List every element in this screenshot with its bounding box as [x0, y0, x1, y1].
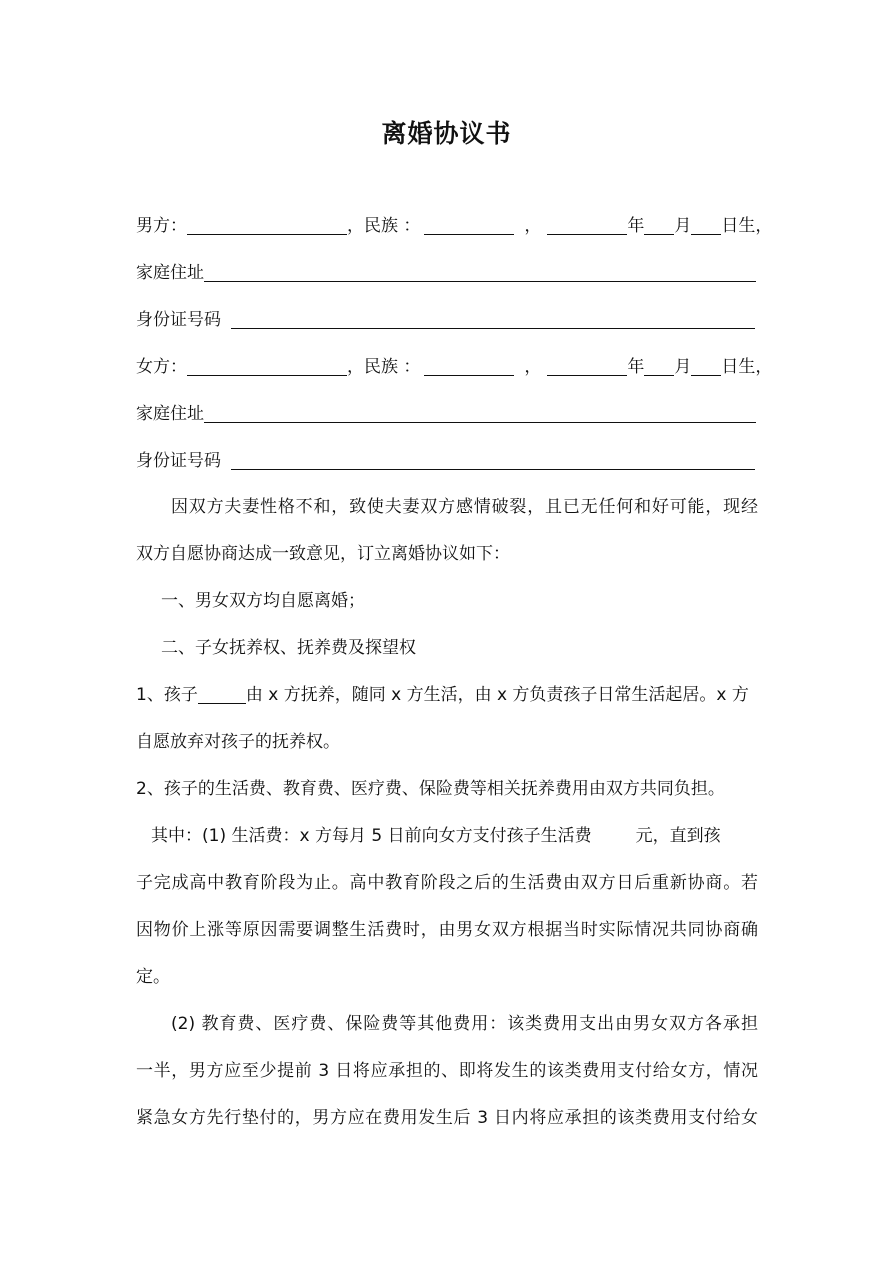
female-label: 女方：	[136, 357, 187, 377]
item-2-sub-1-line-4: 定。	[136, 967, 170, 987]
female-month-label: 月	[674, 357, 692, 377]
male-ethnicity-blank	[424, 213, 514, 235]
female-id-blank	[231, 448, 755, 470]
male-id-blank	[231, 307, 755, 329]
female-id-label: 身份证号码	[136, 451, 221, 471]
male-year-label: 年	[627, 216, 645, 236]
item-1-child-label: 1、孩子	[136, 685, 198, 705]
female-year-label: 年	[627, 357, 645, 377]
male-day-blank	[691, 213, 721, 235]
female-id-row	[136, 448, 758, 474]
female-year-blank	[547, 354, 627, 376]
item-2-sub-2-line-3: 紧急女方先行垫付的，男方应在费用发生后 3 日内将应承担的该类费用支付给女	[136, 1108, 758, 1128]
male-id-label: 身份证号码	[136, 310, 221, 330]
female-comma: ，	[524, 357, 542, 377]
male-address-row	[136, 260, 758, 286]
male-address-blank	[204, 260, 756, 282]
female-month-blank	[644, 354, 674, 376]
female-info-row	[136, 354, 773, 380]
section-2-heading: 二、子女抚养权、抚养费及探望权	[161, 638, 416, 658]
item-2-sub-1-line-1	[151, 823, 758, 849]
female-ethnicity-label: ，民族 ：	[347, 357, 421, 377]
document-title: 离婚协议书	[381, 119, 512, 148]
item-1-child-blank	[198, 682, 246, 704]
intro-line-2: 双方自愿协商达成一致意见，订立离婚协议如下：	[136, 544, 510, 564]
male-name-blank	[187, 213, 347, 235]
section-1: 一、男女双方均自愿离婚；	[161, 591, 365, 611]
item-1-line-1	[136, 682, 758, 708]
male-ethnicity-label: ，民族 ：	[347, 216, 421, 236]
male-label: 男方：	[136, 216, 187, 236]
female-address-row	[136, 401, 758, 427]
item-2-sub-1-line-3: 因物价上涨等原因需要调整生活费时，由男女双方根据当时实际情况共同协商确	[136, 920, 758, 940]
living-expense-text: 其中：(1) 生活费：x 方每月 5 日前向女方支付孩子生活费	[151, 826, 592, 846]
item-1-line-2: 自愿放弃对孩子的抚养权。	[136, 732, 340, 752]
male-comma: ，	[524, 216, 542, 236]
intro-line-1: 因双方夫妻性格不和，致使夫妻双方感情破裂，且已无任何和好可能，现经	[171, 497, 758, 517]
male-birthday-label: 日生，	[721, 216, 773, 236]
item-1-custody-text: 由 x 方抚养，随同 x 方生活，由 x 方负责孩子日常生活起居。x 方	[245, 685, 749, 705]
male-month-blank	[644, 213, 674, 235]
male-month-label: 月	[674, 216, 692, 236]
item-2-sub-2-line-1: (2) 教育费、医疗费、保险费等其他费用：该类费用支出由男女双方各承担	[171, 1014, 758, 1034]
female-address-blank	[204, 401, 756, 423]
male-info-row	[136, 213, 773, 239]
female-ethnicity-blank	[424, 354, 514, 376]
female-address-label: 家庭住址	[136, 404, 204, 424]
female-birthday-label: 日生，	[721, 357, 773, 377]
item-2-sub-1-line-2: 子完成高中教育阶段为止。高中教育阶段之后的生活费由双方日后重新协商。若	[136, 873, 758, 893]
female-day-blank	[691, 354, 721, 376]
male-id-row	[136, 307, 758, 333]
male-address-label: 家庭住址	[136, 263, 204, 283]
female-name-blank	[187, 354, 347, 376]
item-2-line: 2、孩子的生活费、教育费、医疗费、保险费等相关抚养费用由双方共同负担。	[136, 779, 725, 799]
living-expense-suffix: 元，直到孩	[635, 826, 721, 846]
male-year-blank	[547, 213, 627, 235]
item-2-sub-2-line-2: 一半，男方应至少提前 3 日将应承担的、即将发生的该类费用支付给女方，情况	[136, 1061, 758, 1081]
